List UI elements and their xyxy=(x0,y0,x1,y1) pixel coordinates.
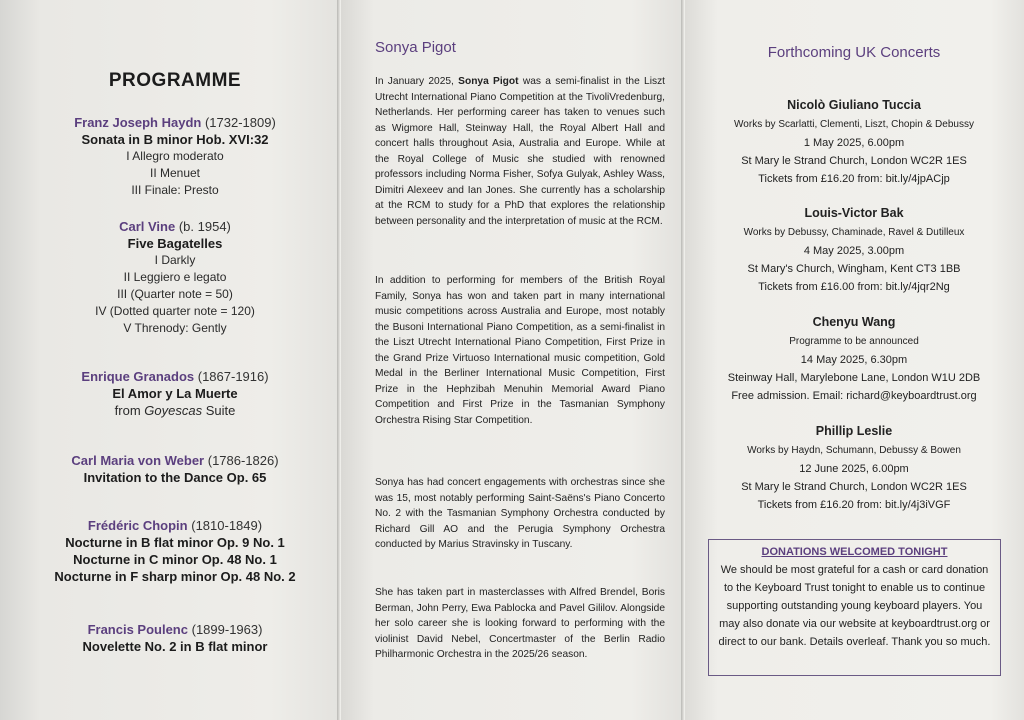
biography-title: Sonya Pigot xyxy=(375,39,456,56)
work-title: Five Bagatelles xyxy=(127,236,223,251)
concert-venue: St Mary le Strand Church, London WC2R 1ES xyxy=(741,155,967,167)
concert-tickets: Tickets from £16.20 from: bit.ly/4j3iVGF xyxy=(757,499,951,511)
programme-piece xyxy=(0,218,338,337)
donations-body: We should be most grateful for a cash or card donation to the Keyboard Trust tonight to enable us to continue supporting outstanding young keyboard players. You may also donate via our website at keyboardtrust.org or direct to our bank. Details overleaf. Thank you so much. xyxy=(718,564,991,648)
movement: I Darkly xyxy=(154,253,196,267)
work-title: El Amor y La Muerte xyxy=(112,386,238,401)
performer-name: Sonya Pigot xyxy=(458,76,519,87)
composer-name: Enrique Granados xyxy=(81,369,195,384)
concert-date: 14 May 2025, 6.30pm xyxy=(800,354,908,366)
composer-name: Franz Joseph Haydn xyxy=(74,115,202,130)
concert-date: 4 May 2025, 3.00pm xyxy=(803,245,905,257)
programme-piece xyxy=(0,621,338,655)
work-title: Invitation to the Dance Op. 65 xyxy=(83,470,267,485)
performer-name: Chenyu Wang xyxy=(812,315,896,329)
bio-paragraph: In January 2025, Sonya Pigot was a semi-finalist in the Liszt Utrecht International Piano Competition at the TivoliVredenburg, Netherlands. Her performing career has taken to venues such as Wigmore Hall, Steinway Hall, the Royal Albert Hall and concert halls throughout Asia, Australia and Europe. While at the Royal College of Music she studied with renowned professors including Norma Fisher, Sofya Gulyak, Ashley Wass, Dimitri Alexeev and Ian Jones. She currently has a scholarship at the RCM to study for a PhD that explores the relationship between personality and the interpretation of music at the RCM. xyxy=(375,76,665,227)
concert-works: Programme to be announced xyxy=(789,336,919,347)
biography-panel xyxy=(340,0,682,720)
work-title: Nocturne in B flat minor Op. 9 No. 1 xyxy=(65,535,285,550)
concert-tickets: Tickets from £16.20 from: bit.ly/4jpACjp xyxy=(758,173,950,185)
movement: I Allegro moderato xyxy=(126,149,224,163)
programme-piece xyxy=(0,368,338,419)
concert-works: Works by Haydn, Schumann, Debussy & Bowen xyxy=(747,445,961,456)
programme-panel xyxy=(0,0,338,720)
composer-name: Carl Maria von Weber xyxy=(71,453,205,468)
concert-date: 12 June 2025, 6.00pm xyxy=(799,463,909,475)
concert-works: Works by Scarlatti, Clementi, Liszt, Chopin & Debussy xyxy=(734,119,974,130)
composer-name: Carl Vine xyxy=(119,219,176,234)
movement: II Leggiero e legato xyxy=(123,270,227,284)
composer-years: (1732-1809) xyxy=(204,115,276,130)
movement: III Finale: Presto xyxy=(131,183,219,197)
performer-name: Phillip Leslie xyxy=(815,424,893,438)
composer-name: Frédéric Chopin xyxy=(87,518,188,533)
composer-years: (1867-1916) xyxy=(197,369,269,384)
concert-venue: St Mary le Strand Church, London WC2R 1ES xyxy=(741,481,967,493)
composer-years: (1899-1963) xyxy=(191,622,263,637)
bio-paragraph: In addition to performing for members of the British Royal Family, Sonya has won and taken part in many international music competitions across Australia and Europe, most notably the Busoni International Piano Competition, as a semi-finalist in the Liszt Utrecht International Piano Competition, First Prize in the Grand Prize Virtuoso International music competition, Gold Medal in the Berliner International Music Competition, First Prize in the Hephzibah Menuhin Memorial Award Piano Competition and First Prize in the Tasmanian Symphony Orchestra Rising Star Competition. xyxy=(375,275,665,426)
concerts-title: Forthcoming UK Concerts xyxy=(767,44,941,61)
programme-title: PROGRAMME xyxy=(108,70,242,91)
donations-box xyxy=(708,539,1001,676)
work-title: Sonata in B minor Hob. XVI:32 xyxy=(81,132,269,147)
concert-date: 1 May 2025, 6.00pm xyxy=(803,137,905,149)
bio-paragraph: Sonya has had concert engagements with orchestras since she was 15, most notably performing Saint-Saëns's Piano Concerto No. 2 with the Tasmanian Symphony Orchestra conducted by Richard Gill AO and the Perugia Symphony Orchestra conducted by Marius Stravinsky in Tuscany. xyxy=(375,477,665,550)
composer-name: Francis Poulenc xyxy=(87,622,188,637)
donations-heading: DONATIONS WELCOMED TONIGHT xyxy=(761,546,948,558)
concert-works: Works by Debussy, Chaminade, Ravel & Dutilleux xyxy=(743,227,965,238)
concert-listing xyxy=(684,311,1024,405)
work-source: from Goyescas Suite xyxy=(114,403,236,418)
performer-name: Nicolò Giuliano Tuccia xyxy=(787,98,921,112)
work-title: Novelette No. 2 in B flat minor xyxy=(82,639,268,654)
bio-paragraph: She has taken part in masterclasses with Alfred Brendel, Boris Berman, John Perry, Ewa Pablocka and Pavel Gililov. Alongside her solo career she is looking forward to performing with the violinist David Nebel, Concertmaster of the Berlin Radio Philharmonic Orchestra in the 2025/26 season. xyxy=(375,587,665,660)
composer-years: (1810-1849) xyxy=(191,518,263,533)
concert-venue: Steinway Hall, Marylebone Lane, London W1U 2DB xyxy=(727,372,981,384)
movement: V Threnody: Gently xyxy=(123,321,227,335)
movement: IV (Dotted quarter note = 120) xyxy=(95,304,255,318)
movement: III (Quarter note = 50) xyxy=(117,287,233,301)
concert-tickets: Tickets from £16.00 from: bit.ly/4jqr2Ng xyxy=(758,281,950,293)
movement: II Menuet xyxy=(149,166,201,180)
concerts-panel xyxy=(684,0,1024,720)
fold-crease xyxy=(681,0,685,720)
programme-piece xyxy=(0,517,338,585)
concert-listing xyxy=(684,420,1024,514)
concert-listing xyxy=(684,94,1024,188)
composer-years: (1786-1826) xyxy=(207,453,279,468)
concert-tickets: Free admission. Email: richard@keyboardtrust.org xyxy=(731,390,977,402)
concert-listing xyxy=(684,202,1024,296)
fold-crease xyxy=(337,0,341,720)
programme-piece xyxy=(0,452,338,486)
suite-title: Goyescas xyxy=(144,403,203,418)
programme-piece xyxy=(0,114,338,199)
concert-venue: St Mary's Church, Wingham, Kent CT3 1BB xyxy=(747,263,961,275)
work-title: Nocturne in C minor Op. 48 No. 1 xyxy=(73,552,277,567)
composer-years: (b. 1954) xyxy=(178,219,231,234)
performer-name: Louis-Victor Bak xyxy=(804,206,904,220)
work-title: Nocturne in F sharp minor Op. 48 No. 2 xyxy=(54,569,296,584)
